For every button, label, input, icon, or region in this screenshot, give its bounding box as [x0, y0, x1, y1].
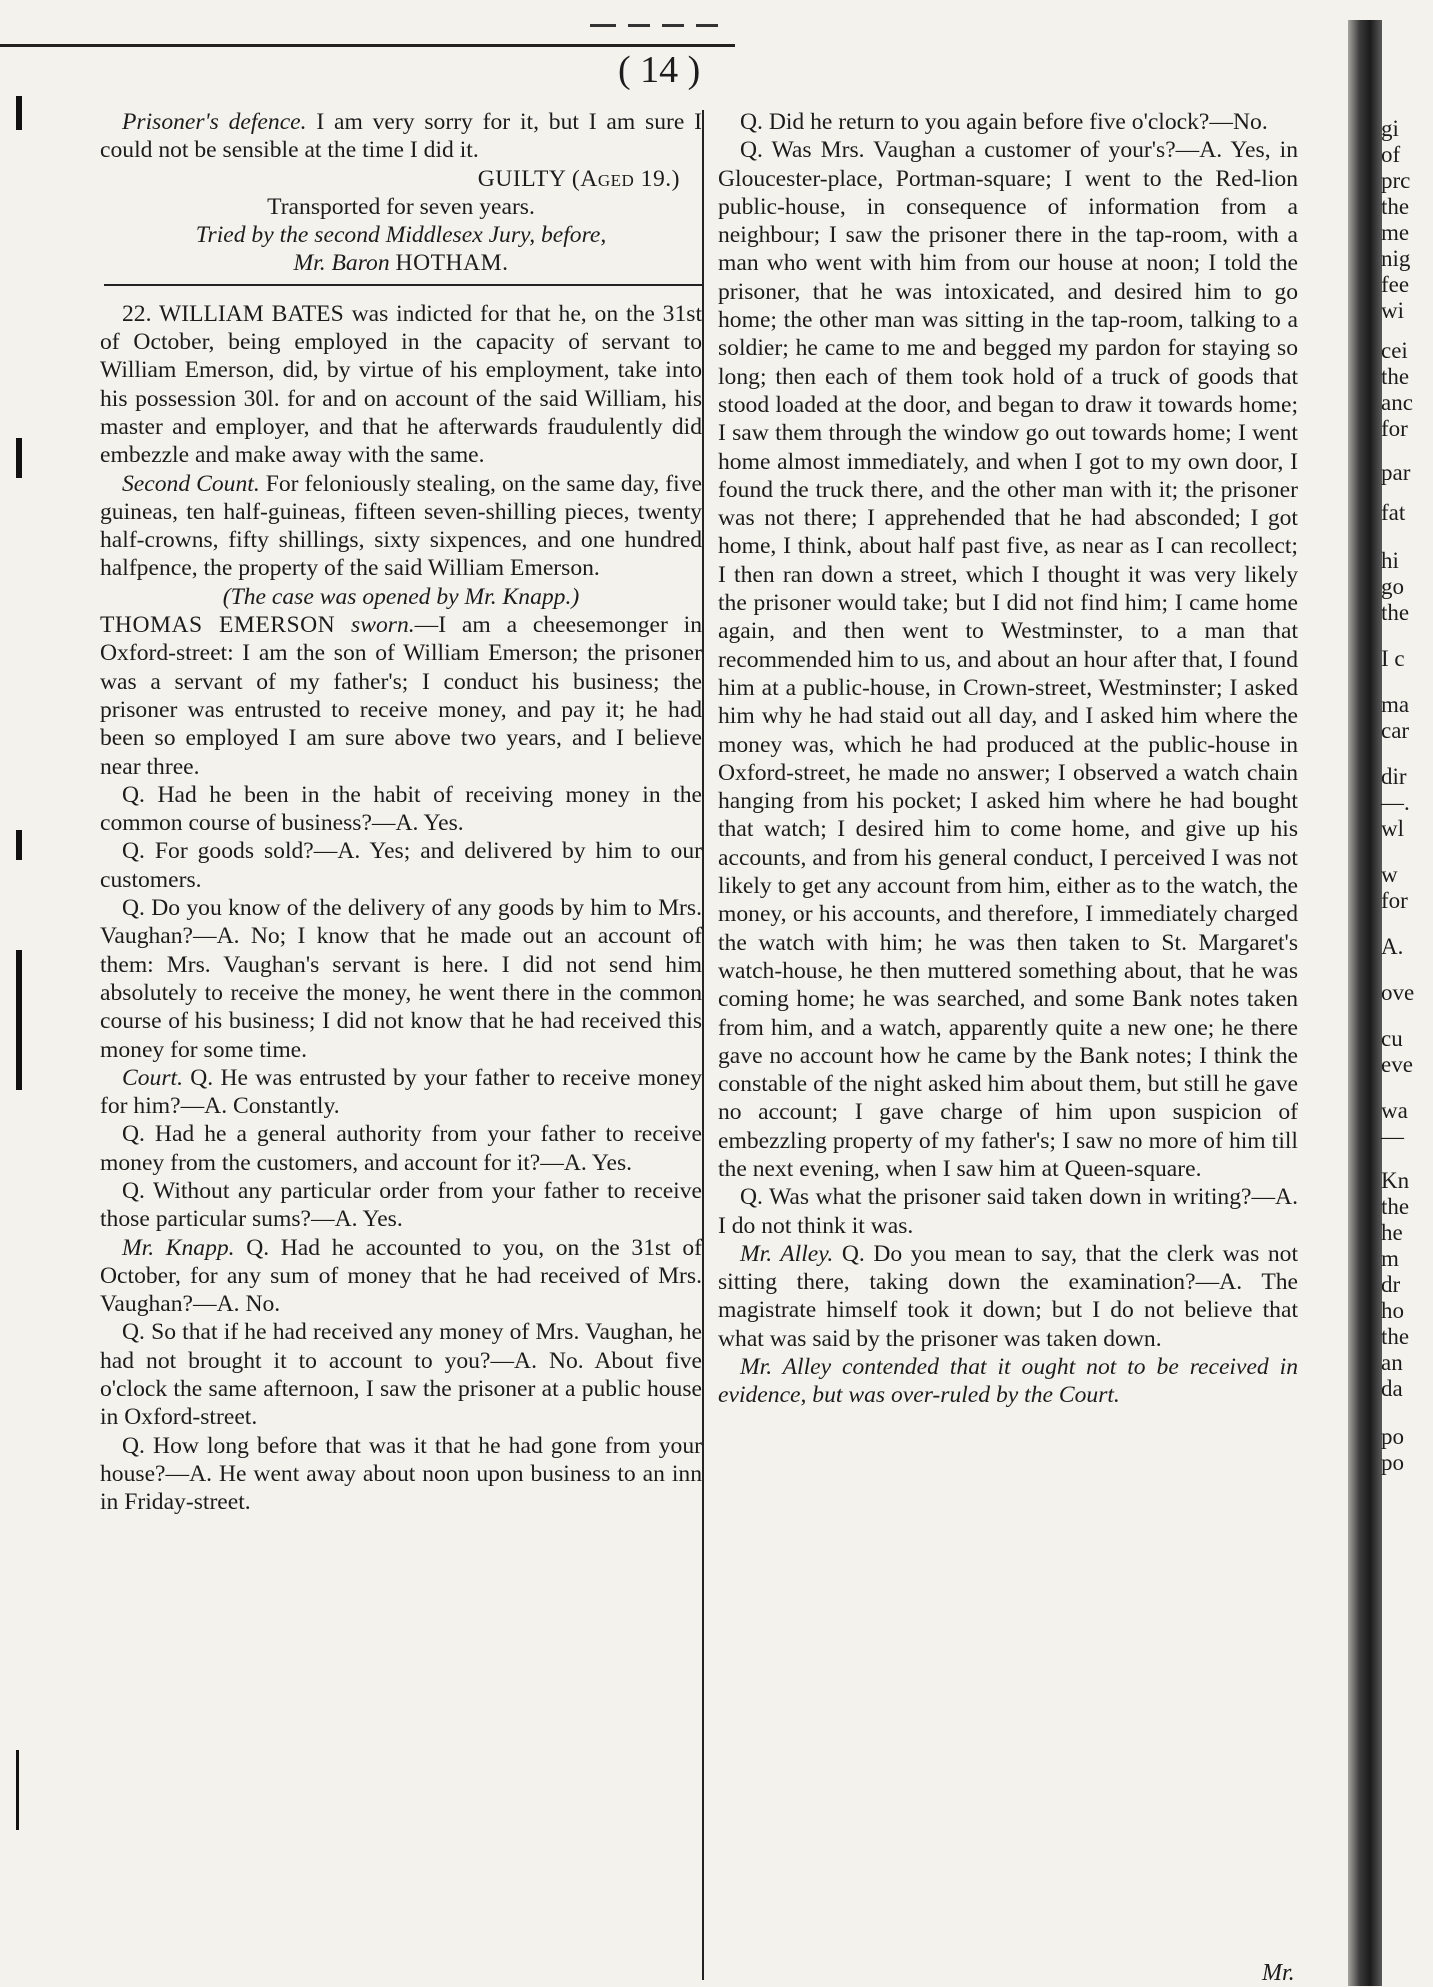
- edge-text-fragment: for: [1381, 416, 1408, 441]
- edge-text-fragment: me: [1381, 220, 1410, 245]
- edge-text-fragment: ho: [1381, 1298, 1404, 1323]
- edge-text-fragment: cu: [1381, 1026, 1403, 1051]
- question-answer: [718, 1240, 1298, 1353]
- top-rule-dash: [662, 24, 684, 27]
- catchword: Mr.: [1262, 1960, 1295, 1986]
- alley-question: Q. Do you mean to say, that the clerk was not sitting there, taking down the examination?—A. The magistrate himself took it down; but I do not believe that what was said by the prisoner was taken down.: [718, 1240, 1298, 1352]
- court-question: Q. He was entrusted by your father to receive money for him?—A. Constantly.: [100, 1064, 702, 1120]
- witness-text: —I am a cheesemonger in Oxford-street: I am the son of William Emerson; the prisoner was a servant of my father's; I conduct his business; the prisoner was entrusted to receive money, and pay it; he had been so employed I am sure above two years, and I believe near three.: [100, 612, 703, 780]
- edge-text-fragment: gi: [1381, 116, 1399, 141]
- second-count-label: Second Count.: [122, 470, 260, 497]
- page-number: ( 14 ): [618, 49, 701, 91]
- edge-text-fragment: A.: [1381, 934, 1404, 959]
- edge-text-fragment: fat: [1381, 500, 1406, 525]
- edge-text-fragment: m: [1381, 1246, 1399, 1271]
- indictment: [100, 300, 702, 470]
- left-margin-mark: [16, 96, 22, 130]
- edge-text-fragment: the: [1381, 364, 1410, 389]
- edge-text-fragment: the: [1381, 1324, 1410, 1349]
- edge-text-fragment: an: [1381, 1350, 1403, 1375]
- defence-text: I am very sorry for it, but I am sure I could not be sensible at the time I did it.: [100, 109, 702, 164]
- left-margin-mark: [16, 950, 22, 1090]
- column-divider: [702, 110, 704, 1980]
- left-column: [100, 108, 702, 1517]
- question-answer: [100, 1234, 702, 1319]
- edge-text-fragment: po: [1381, 1450, 1404, 1475]
- ruling: Mr. Alley contended that it ought not to be received in evidence, but was over-ruled by the Court.: [718, 1354, 1298, 1409]
- judge-prefix: Mr. Baron: [293, 250, 390, 277]
- edge-text-fragment: he: [1381, 1220, 1403, 1245]
- edge-text-fragment: prc: [1381, 168, 1411, 193]
- edge-text-fragment: for: [1381, 888, 1408, 913]
- question-answer: Q. Had he a general authority from your father to receive money from the customers, and account for it?—A. Yes.: [100, 1121, 702, 1176]
- defendant-name: WILLIAM BATES: [158, 300, 344, 327]
- knapp-question: Q. Had he accounted to you, on the 31st of October, for any sum of money that he had received of Mrs. Vaughan?—A. No.: [100, 1234, 703, 1318]
- tried-by: Tried by the second Middlesex Jury, before,: [195, 222, 607, 249]
- edge-text-fragment: car: [1381, 718, 1410, 743]
- edge-text-fragment: wl: [1381, 816, 1404, 841]
- second-count: [100, 470, 702, 583]
- edge-text-fragment: —.: [1381, 790, 1410, 815]
- edge-text-fragment: po: [1381, 1424, 1404, 1449]
- edge-text-fragment: go: [1381, 574, 1404, 599]
- edge-text-fragment: ove: [1381, 980, 1415, 1005]
- left-margin-mark: [16, 1750, 19, 1830]
- sentence: Transported for seven years.: [267, 193, 535, 220]
- question-answer: Q. Was Mrs. Vaughan a customer of your's?—A. Yes, in Gloucester-place, Portman-square; I went to the Red-lion public-house, in consequence of information from a neighbour; I saw the prisoner there in the tap-room, with a man who went with him from our house at noon; I told the prisoner, that he was intoxicated, and desired him to go home; the other man was sitting in the tap-room, talking to a soldier; he came to me and begged my pardon for staying so long; then each of them took hold of a truck of goods that stood loaded at the door, and began to draw it towards home; I saw them through the window go out towards home; I went home almost immediately, and when I got to my own door, I found the truck there, and the other man with it; the prisoner was not there; I apprehended that he had absconded; I got home, I think, about half past five, as near as I can recollect; I then ran down a street, which I thought it was very likely the prisoner would take; but I did not find him; I came home again, and then went to Westminster, to a man that recommended him to us, and about an hour after that, I found him at a public-house, in Crown-street, Westminster; I asked him why he had staid out all day, and I asked him where the money was, which he had produced at the public-house in Oxford-street, he made no answer; I observed a watch chain hanging from his pocket; I asked him where he had bought that watch; I desired him to come home, and give up his accounts, and from his general conduct, I perceived I was not likely to get any account from him, either as to the watch, the money, or his accounts, and therefore, I immediately charged the watch with him; he was then taken to St. Margaret's watch-house, he then muttered something about, that he was coming home; he was searched, and some Bank notes taken from him, and a watch, apparently quite a new one; he there gave no account how he came by the Bank notes; I think the constable of the night asked him about them, but still he gave no account; I gave charge of him upon suspicion of embezzling property of my father's; I saw no more of him till the next evening, when I saw him at Queen-square.: [718, 137, 1298, 1182]
- question-answer: Q. Without any particular order from your father to receive those particular sums?—A. Yes.: [100, 1177, 702, 1233]
- top-rule: [0, 44, 735, 47]
- left-margin-mark: [16, 830, 22, 860]
- top-rule-dash: [590, 24, 616, 27]
- edge-text-fragment: I c: [1381, 646, 1405, 671]
- edge-text-fragment: —: [1381, 1124, 1404, 1149]
- next-page-edge: [1380, 40, 1433, 1986]
- judge: [100, 249, 702, 277]
- question-answer: Q. For goods sold?—A. Yes; and delivered by him to our customers.: [100, 838, 702, 893]
- top-rule-dash: [628, 24, 650, 27]
- edge-text-fragment: fee: [1381, 272, 1410, 297]
- verdict: GUILTY (Aged 19.): [477, 165, 680, 192]
- edge-text-fragment: the: [1381, 1194, 1410, 1219]
- edge-text-fragment: wi: [1381, 298, 1404, 323]
- edge-text-fragment: the: [1381, 600, 1410, 625]
- edge-text-fragment: dir: [1381, 764, 1407, 789]
- edge-text-fragment: par: [1381, 460, 1411, 485]
- case-opened: (The case was opened by Mr. Knapp.): [222, 583, 580, 610]
- witness-testimony: [100, 611, 702, 781]
- edge-text-fragment: w: [1381, 862, 1398, 887]
- top-rule-dash: [696, 24, 718, 27]
- case-number: 22.: [122, 300, 152, 327]
- knapp-label: Mr. Knapp.: [122, 1234, 235, 1261]
- defence-label: Prisoner's defence.: [122, 109, 307, 135]
- question-answer: Q. So that if he had received any money of Mrs. Vaughan, he had not brought it to account to you?—A. No. About five o'clock the same afternoon, I saw the prisoner at a public house in Oxford-street.: [100, 1319, 702, 1431]
- indictment-text: was indicted for that he, on the 31st of October, being employed in the capacity of servant to William Emerson, did, by virtue of his employment, take into his possession 30l. for and on account of the said William, his master and employer, and that he afterwards fraudulently did embezzle and make away with the same.: [100, 300, 703, 469]
- second-count-text: For feloniously stealing, on the same day, five guineas, ten half-guineas, fifteen seven-shilling pieces, twenty half-crowns, fifty shillings, sixty sixpences, and one hundred halfpence, the property of the said William Emerson.: [100, 470, 702, 582]
- edge-text-fragment: the: [1381, 194, 1410, 219]
- edge-text-fragment: of: [1381, 142, 1401, 167]
- edge-text-fragment: hi: [1381, 548, 1399, 573]
- section-divider: [104, 284, 702, 286]
- edge-text-fragment: da: [1381, 1376, 1403, 1401]
- edge-text-fragment: nig: [1381, 246, 1411, 271]
- edge-text-fragment: wa: [1381, 1098, 1408, 1123]
- question-answer: [100, 1064, 702, 1121]
- edge-text-fragment: Kn: [1381, 1168, 1410, 1193]
- edge-text-fragment: eve: [1381, 1052, 1413, 1077]
- question-answer: Q. Was what the prisoner said taken down in writing?—A. I do not think it was.: [718, 1184, 1298, 1239]
- edge-text-fragment: cei: [1381, 338, 1408, 363]
- page-gutter-shadow: [1348, 20, 1382, 1986]
- judge-name: HOTHAM.: [395, 250, 509, 277]
- court-label: Court.: [122, 1064, 183, 1091]
- alley-label: Mr. Alley.: [740, 1240, 834, 1267]
- witness-sworn: sworn.: [351, 612, 415, 639]
- question-answer: Q. Had he been in the habit of receiving money in the common course of business?—A. Yes.: [100, 781, 702, 837]
- prisoner-defence: [100, 108, 702, 165]
- edge-text-fragment: dr: [1381, 1272, 1401, 1297]
- left-margin-mark: [16, 438, 22, 478]
- question-answer: Q. Did he return to you again before five o'clock?—No.: [740, 109, 1268, 135]
- edge-text-fragment: anc: [1381, 390, 1413, 415]
- witness-name: THOMAS EMERSON: [100, 612, 336, 639]
- right-column: [718, 108, 1298, 1410]
- question-answer: Q. How long before that was it that he had gone from your house?—A. He went away about noon upon business to an inn in Friday-street.: [100, 1432, 702, 1516]
- edge-text-fragment: ma: [1381, 692, 1410, 717]
- question-answer: Q. Do you know of the delivery of any goods by him to Mrs. Vaughan?—A. No; I know that he made out an account of them: Mrs. Vaughan's servant is here. I did not send him absolutely to receive the money, he went there in the common course of his business; I did not know that he had received this money for some time.: [100, 895, 702, 1063]
